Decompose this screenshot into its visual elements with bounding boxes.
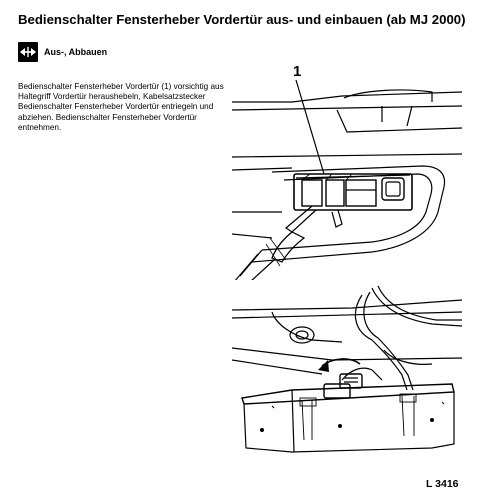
section-label: Aus-, Abbauen — [44, 47, 108, 57]
illustration-connector-removal — [232, 280, 462, 468]
callout-label: 1 — [293, 63, 302, 80]
figure-reference: L 3416 — [426, 478, 459, 490]
instruction-text: Bedienschalter Fensterheber Vordertür (1) vorsichtig aus Haltegriff Vordertür heraushebeln, Kabelsatzstecker Bedienschalter Fensterheber Vordertür entriegeln und abziehen. Bedienschalter Fensterheber Vordertür entnehmen. — [18, 82, 224, 132]
page-title: Bedienschalter Fensterheber Vordertür aus- und einbauen (ab MJ 2000) — [18, 12, 466, 27]
illustration-switch-panel — [232, 62, 462, 282]
remove-install-arrows-icon — [18, 42, 38, 62]
